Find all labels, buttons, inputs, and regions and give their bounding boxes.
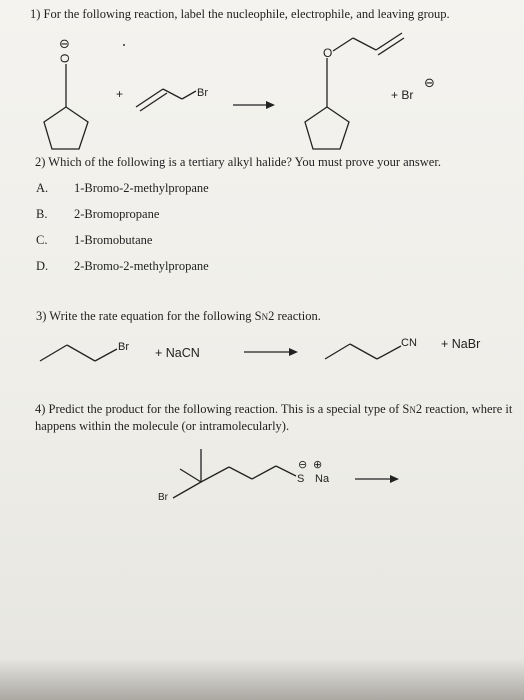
q3-reaction-scheme (0, 330, 524, 380)
allyl-bromide-structure (136, 89, 196, 111)
choice-d-text: 2-Bromo-2-methylpropane (74, 259, 209, 273)
choice-b-text: 2-Bromopropane (74, 207, 160, 221)
question-2-text: 2) Which of the following is a tertiary alkyl halide? You must prove your answer. (35, 155, 441, 169)
plus-sign-1: + (116, 87, 124, 101)
choice-c-text: 1-Bromobutane (74, 233, 153, 247)
cyclopentoxide-structure (44, 64, 88, 149)
butanenitrile-structure (325, 344, 401, 359)
sulfur-label: S (297, 473, 305, 485)
oxygen-label-1: O (58, 53, 72, 63)
alkoxide-charge: ⊖ (59, 36, 70, 51)
sodium-bromide-byproduct: + NaBr (441, 337, 481, 351)
choice-a-letter: A. (36, 181, 49, 195)
allyl-ether-structure (305, 33, 404, 149)
bromo-thiolate-structure (173, 449, 296, 498)
speck (123, 44, 125, 46)
bromide-byproduct: + Br (391, 88, 414, 102)
br-label-3: Br (118, 341, 129, 353)
choice-a-text: 1-Bromo-2-methylpropane (74, 181, 209, 195)
question-3-text: 3) Write the rate equation for the following SN2 reaction. (36, 309, 321, 323)
q1-reaction-scheme (0, 25, 524, 165)
br-label-1: Br (197, 87, 208, 99)
thiolate-minus: ⊖ (298, 459, 308, 471)
sodium-plus: ⊕ (313, 459, 323, 471)
bromopropane-structure (40, 345, 117, 361)
br-label-4: Br (158, 492, 168, 503)
bromide-charge: ⊖ (424, 75, 435, 90)
q4-reaction-scheme (0, 445, 524, 525)
sodium-cyanide-reagent: + NaCN (155, 346, 200, 360)
choice-c-letter: C. (36, 233, 48, 247)
question-4-line-1: 4) Predict the product for the following reaction. This is a special type of SN2 reaction, where it (35, 402, 513, 416)
cn-label: CN (401, 337, 417, 349)
page-bottom-shadow (0, 658, 524, 700)
choice-b-letter: B. (36, 207, 48, 221)
question-1-text: 1) For the following reaction, label the nucleophile, electrophile, and leaving group. (30, 7, 450, 21)
sodium-label: Na (315, 473, 330, 485)
question-4-line-2: happens within the molecule (or intramolecularly). (35, 419, 290, 433)
oxygen-label-2: O (323, 46, 333, 60)
choice-d-letter: D. (36, 259, 49, 273)
